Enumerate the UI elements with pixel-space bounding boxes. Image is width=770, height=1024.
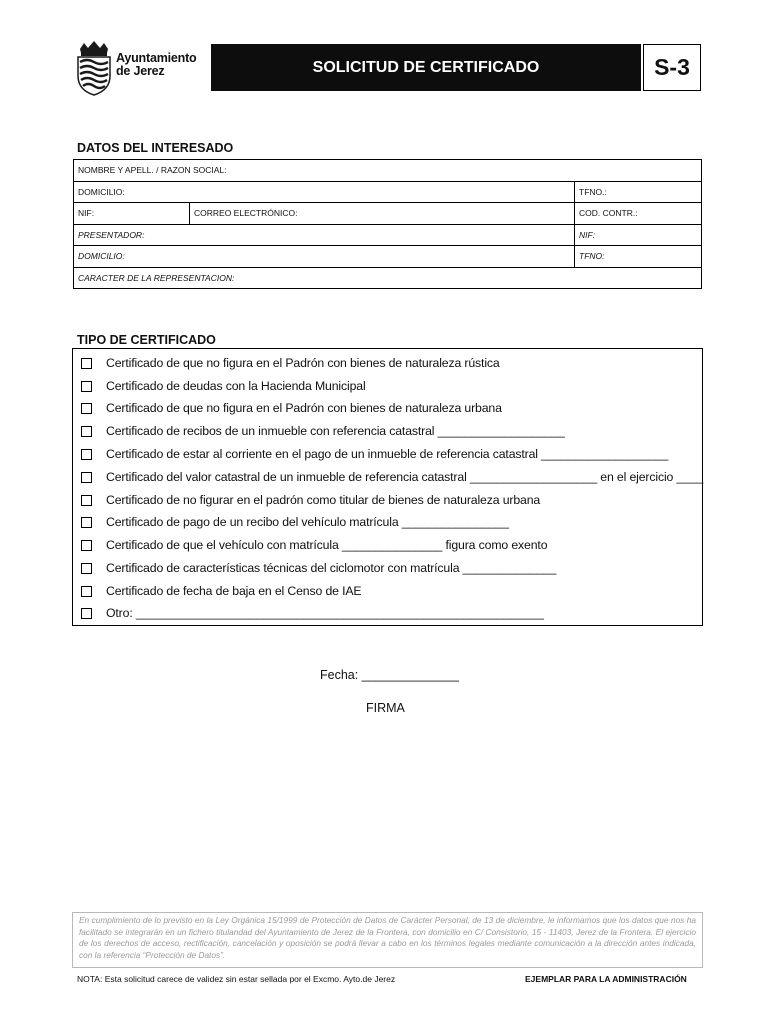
- nombre-field[interactable]: NOMBRE Y APELL. / RAZON SOCIAL:: [74, 160, 702, 182]
- tipo-section-title: TIPO DE CERTIFICADO: [77, 333, 216, 347]
- org-name: [116, 52, 196, 78]
- domicilio-field[interactable]: DOMICILIO:: [74, 181, 575, 203]
- cert-option-label: Certificado de no figurar en el padrón como titular de bienes de naturaleza urbana: [106, 493, 541, 507]
- tfno-field[interactable]: TFNO.:: [575, 181, 702, 203]
- row-nif: [74, 203, 702, 225]
- row-presentador-domicilio: [74, 246, 702, 268]
- checkbox[interactable]: [81, 563, 92, 574]
- checkbox[interactable]: [81, 381, 92, 392]
- checkbox[interactable]: [81, 608, 92, 619]
- presentador-domicilio-field[interactable]: DOMICILIO:: [74, 246, 575, 268]
- datos-section-title: DATOS DEL INTERESADO: [77, 141, 234, 155]
- ejemplar-label: EJEMPLAR PARA LA ADMINISTRACIÓN: [525, 974, 687, 984]
- correo-field[interactable]: CORREO ELECTRÓNICO:: [190, 203, 575, 225]
- checkbox[interactable]: [81, 449, 92, 460]
- cert-option[interactable]: [81, 445, 668, 463]
- checkbox[interactable]: [81, 517, 92, 528]
- nif-field[interactable]: NIF:: [74, 203, 190, 225]
- cert-option[interactable]: [81, 399, 502, 417]
- cert-option[interactable]: [81, 354, 500, 372]
- ayuntamiento-logo: [74, 40, 214, 96]
- cert-option-label: Certificado del valor catastral de un inmueble de referencia catastral ___________________ en el ejercicio ____: [106, 470, 704, 484]
- cod-contr-field[interactable]: COD. CONTR.:: [575, 203, 702, 225]
- org-name-line2: de Jerez: [116, 64, 165, 78]
- caracter-field[interactable]: CARACTER DE LA REPRESENTACION:: [74, 267, 702, 289]
- legal-notice: En cumplimiento de lo previsto en la Ley Orgánica 15/1999 de Protección de Datos de Carácter Personal, de 13 de diciembre, le informamos que los datos que nos ha facilitado se integrarán en un fichero titulandad del Ayuntamiento de Jerez de la Frontera, con domicilio en C/ Consistorio, 15 - 11403, Jerez de la Frontera. El ejercicio de los derechos de acceso, rectificación, cancelación y oposición se podrá llevar a cabo en los términos legales mediante comunicación a la dirección antes indicada, con la referencia “Protección de Datos”.: [72, 912, 703, 968]
- cert-option[interactable]: [81, 377, 366, 395]
- cert-option-label: Certificado de características técnicas del ciclomotor con matrícula ______________: [106, 561, 557, 575]
- form-code-text: S-3: [654, 54, 690, 80]
- datos-table: [73, 159, 702, 289]
- presentador-field[interactable]: PRESENTADOR:: [74, 224, 575, 246]
- cert-option[interactable]: [81, 468, 703, 486]
- form-title: [211, 44, 641, 91]
- row-domicilio: [74, 181, 702, 203]
- nota-text: NOTA: Esta solicitud carece de validez sin estar sellada por el Excmo. Ayto.de Jerez: [77, 974, 396, 984]
- cert-option[interactable]: [81, 536, 547, 554]
- cert-option[interactable]: [81, 513, 509, 531]
- checkbox[interactable]: [81, 358, 92, 369]
- presentador-tfno-field[interactable]: TFNO:: [575, 246, 702, 268]
- row-nombre: [74, 160, 702, 182]
- cert-option-label: Otro: _____________________________________________________________: [106, 606, 544, 620]
- tipo-certificado-box: [72, 348, 703, 626]
- row-caracter: [74, 267, 702, 289]
- checkbox[interactable]: [81, 426, 92, 437]
- cert-option-label: Certificado de que no figura en el Padrón con bienes de naturaleza urbana: [106, 401, 502, 415]
- org-name-line1: Ayuntamiento: [116, 51, 197, 65]
- checkbox[interactable]: [81, 403, 92, 414]
- cert-option[interactable]: [81, 559, 556, 577]
- cert-option-label: Certificado de fecha de baja en el Censo de IAE: [106, 584, 362, 598]
- jerez-shield-icon: [74, 40, 114, 96]
- cert-option[interactable]: [81, 422, 565, 440]
- presentador-nif-field[interactable]: NIF:: [575, 224, 702, 246]
- checkbox[interactable]: [81, 540, 92, 551]
- form-title-text: SOLICITUD DE CERTIFICADO: [312, 58, 540, 76]
- cert-option-label: Certificado de estar al corriente en el pago de un inmueble de referencia catastral ___________________: [106, 447, 669, 461]
- row-presentador: [74, 224, 702, 246]
- cert-option[interactable]: [81, 604, 544, 622]
- fecha-field[interactable]: Fecha: ______________: [320, 668, 460, 682]
- cert-option-label: Certificado de que el vehículo con matrícula _______________ figura como exento: [106, 538, 548, 552]
- checkbox[interactable]: [81, 472, 92, 483]
- checkbox[interactable]: [81, 586, 92, 597]
- cert-option[interactable]: [81, 491, 540, 509]
- cert-option-label: Certificado de que no figura en el Padrón con bienes de naturaleza rústica: [106, 356, 500, 370]
- cert-option-label: Certificado de deudas con la Hacienda Municipal: [106, 379, 366, 393]
- firma-label: FIRMA: [366, 701, 405, 715]
- form-code: [643, 44, 701, 91]
- cert-option-label: Certificado de pago de un recibo del vehículo matrícula ________________: [106, 515, 509, 529]
- cert-option-label: Certificado de recibos de un inmueble con referencia catastral ___________________: [106, 424, 565, 438]
- checkbox[interactable]: [81, 495, 92, 506]
- cert-option[interactable]: [81, 582, 361, 600]
